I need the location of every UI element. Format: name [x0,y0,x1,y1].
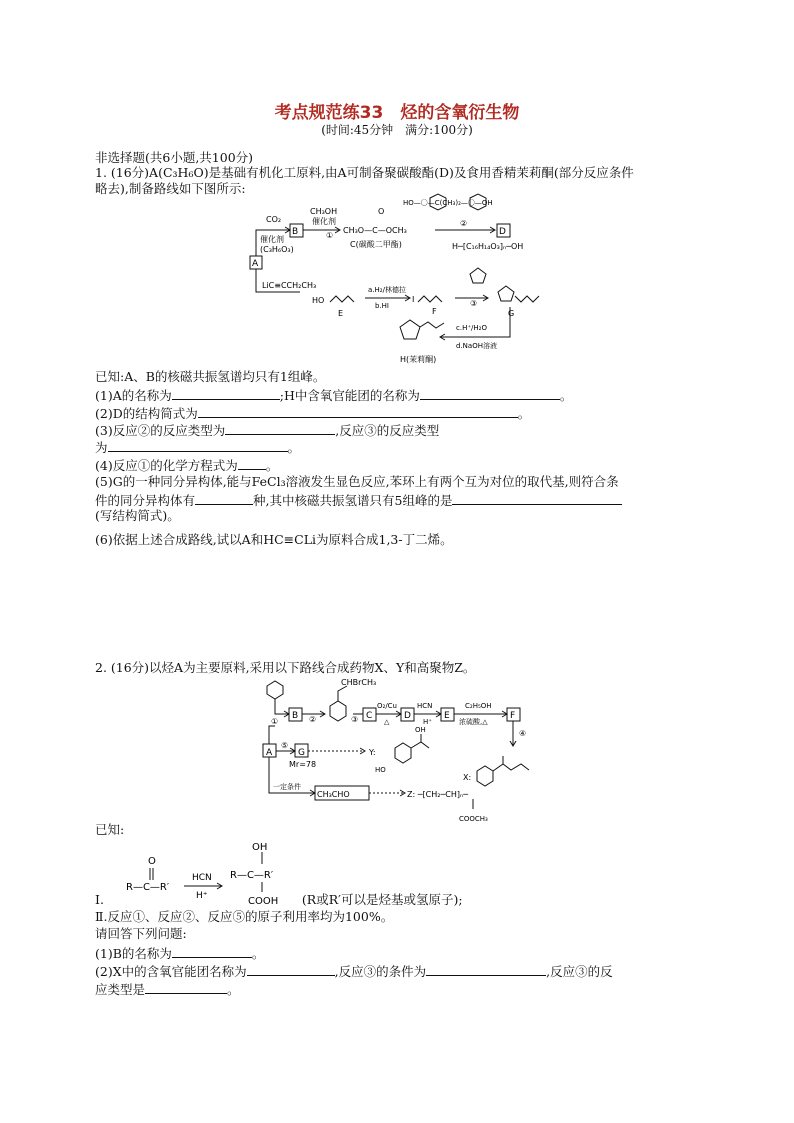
q1-c-label: C(碳酸二甲酯) [350,240,402,249]
q1-dmc: CH₃O—C—OCH₃ [343,226,407,235]
q2-intro: 2. (16分)以烃A为主要原料,采用以下路线合成药物X、Y和高聚物Z。 [95,660,476,675]
q2-cond: 一定条件 [273,783,301,791]
q2-known-1: Ⅰ. (R或R′可以是烃基或氢原子); [95,892,463,907]
q2-hcn: HCN [417,702,433,710]
q1-part2: (2)D的结构简式为 。 [95,406,531,421]
q2-answer-2b[interactable] [426,962,546,976]
q1-b-formula: (C₃H₆O₃) [260,245,294,254]
q2-label-c: C [366,711,373,721]
q2-label-b: B [292,711,299,721]
q1-label-e: E [338,309,344,318]
q2-known-2: Ⅱ.反应①、反应②、反应⑤的原子利用率均为100%。 [95,909,394,924]
q2-known: 已知: [95,822,125,837]
q1-e-struct: HO [312,296,325,305]
q2-acid: 浓硫酸,△ [459,718,488,726]
q1-answer-1b[interactable] [420,386,560,400]
q1-label-d: D [499,227,506,237]
q1-o-label: O [378,207,385,216]
q1-h-a: c.H⁺/H₂O [456,324,487,332]
q1-answer-5b[interactable] [452,491,622,505]
q1-cat1: 催化剂 [260,235,284,244]
q1-part3-cont: 为 。 [95,440,301,455]
q1-part5-line1: (5)G的一种同分异构体,能与FeCl₃溶液发生显色反应,苯环上有两个互为对位的取代基,则符合条 [95,474,619,489]
q1-label-a: A [252,259,259,269]
q1-answer-5a[interactable] [195,491,253,505]
q2-step2: ② [309,715,317,724]
q2-part2: (2)X中的含氧官能团名称为 ,反应③的条件为 ,反应③的反 [95,964,613,979]
q2-mr: Mr=78 [289,760,317,769]
q1-part6: (6)依据上述合成路线,试以A和HC≡CLi为原料合成1,3-丁二烯。 [95,532,453,547]
q1-ch3oh: CH₃OH [310,207,338,216]
q1-part1: (1)A的名称为 ;H中含氧官能团的名称为 。 [95,388,573,403]
q1-co2: CO₂ [266,215,282,224]
q1-hi-b: b.HI [375,302,389,310]
q2-label-a: A [266,748,273,758]
section-heading: 非选择题(共6小题,共100分) [95,150,254,165]
q2-ch3cho: CH₃CHO [317,790,350,799]
q2-cooch3: COOCH₃ [459,815,488,823]
q1-part3: (3)反应②的反应类型为 ,反应③的反应类型 [95,423,440,438]
q1-label-b: B [292,227,299,237]
q2-rxn-o: O [148,856,156,867]
q2-delta: △ [384,718,390,726]
q2-chbrch3: CHBrCH₃ [341,678,377,687]
q2-o2cu: O₂/Cu [377,702,397,710]
q2-x-label: X: [463,773,472,782]
q2-c2h5oh: C₂H₅OH [465,702,492,710]
q2-rxn-prod: R—C—R′ [230,870,274,881]
page-subtitle: (时间:45分钟 满分:100分) [321,123,473,137]
q1-synthesis-scheme [240,192,570,367]
q1-bisphenol: HO—〇—C(CH₃)₂—〇—OH [403,199,493,207]
q2-rxn-h: H⁺ [196,891,208,901]
q2-step4: ④ [519,729,527,738]
q1-step2: ② [460,219,468,228]
q1-step1: ① [326,231,334,240]
page-title: 考点规范练33 烃的含氧衍生物 [274,103,520,123]
q1-f-struct: I [412,295,415,304]
q1-h-b: d.NaOH溶液 [456,342,497,350]
q2-label-d: D [404,711,411,721]
q2-rxn-prod-bot: COOH [248,896,279,907]
q1-h-label: H(茉莉酮) [400,355,437,364]
q2-label-f: F [510,711,516,721]
q2-oh: OH [415,726,426,734]
q2-answer-2a[interactable] [247,962,335,976]
q1-label-g: G [508,309,515,318]
q1-part4: (4)反应①的化学方程式为 。 [95,458,279,473]
q2-step1: ① [271,717,279,726]
q2-answer-1[interactable] [172,944,252,958]
q1-hi-a: a.H₂/林德拉 [368,286,406,294]
q1-step3: ③ [470,299,478,308]
q1-answer-3b[interactable] [108,438,288,452]
q2-rxn-hcn: HCN [192,873,212,883]
q1-intro-line2: 略去),制备路线如下图所示: [95,181,246,196]
q2-ask: 请回答下列问题: [95,926,187,941]
q2-rxn-prod-top: OH [252,842,268,853]
q1-answer-1a[interactable] [172,386,280,400]
q1-answer-3a[interactable] [225,421,335,435]
q1-label-f: F [432,307,437,316]
q1-d-polymer: H─[C₁₆H₁₄O₃]ₙ─OH [452,242,524,251]
q2-step3: ③ [351,715,359,724]
q2-label-g: G [298,748,305,758]
q2-y-label: Y: [369,748,376,757]
q2-part2-cont: 应类型是 。 [95,982,240,997]
q1-known: 已知:A、B的核磁共振氢谱均只有1组峰。 [95,369,326,384]
q2-part1: (1)B的名称为 。 [95,946,265,961]
q1-intro-line1: 1. (16分)A(C₃H₆O)是基础有机化工原料,由A可制备聚碳酸酯(D)及食用香精茉莉酮(部分反应条件 [95,165,634,180]
q2-ho: HO [375,766,386,774]
q2-synthesis-scheme [255,676,555,826]
q1-answer-2[interactable] [198,404,518,418]
q2-z-label: Z: ─[CH₂─CH]ₙ─ [407,790,469,799]
q2-step5: ⑤ [281,741,289,750]
q1-cat2: 催化剂 [312,217,336,226]
q2-label-e: E [444,711,450,721]
q1-reagent: LiC≡CCH₂CH₃ [262,281,317,290]
q1-answer-4[interactable] [238,456,266,470]
q2-rxn-reactant: R—C—R′ [126,882,170,893]
q2-answer-2c[interactable] [145,980,227,994]
q1-part5-line2: 件的同分异构体有 种,其中核磁共振氢谱只有5组峰的是 [95,491,622,509]
q1-part5-line3: (写结构简式)。 [95,508,180,523]
q2-hplus: H⁺ [423,718,432,726]
